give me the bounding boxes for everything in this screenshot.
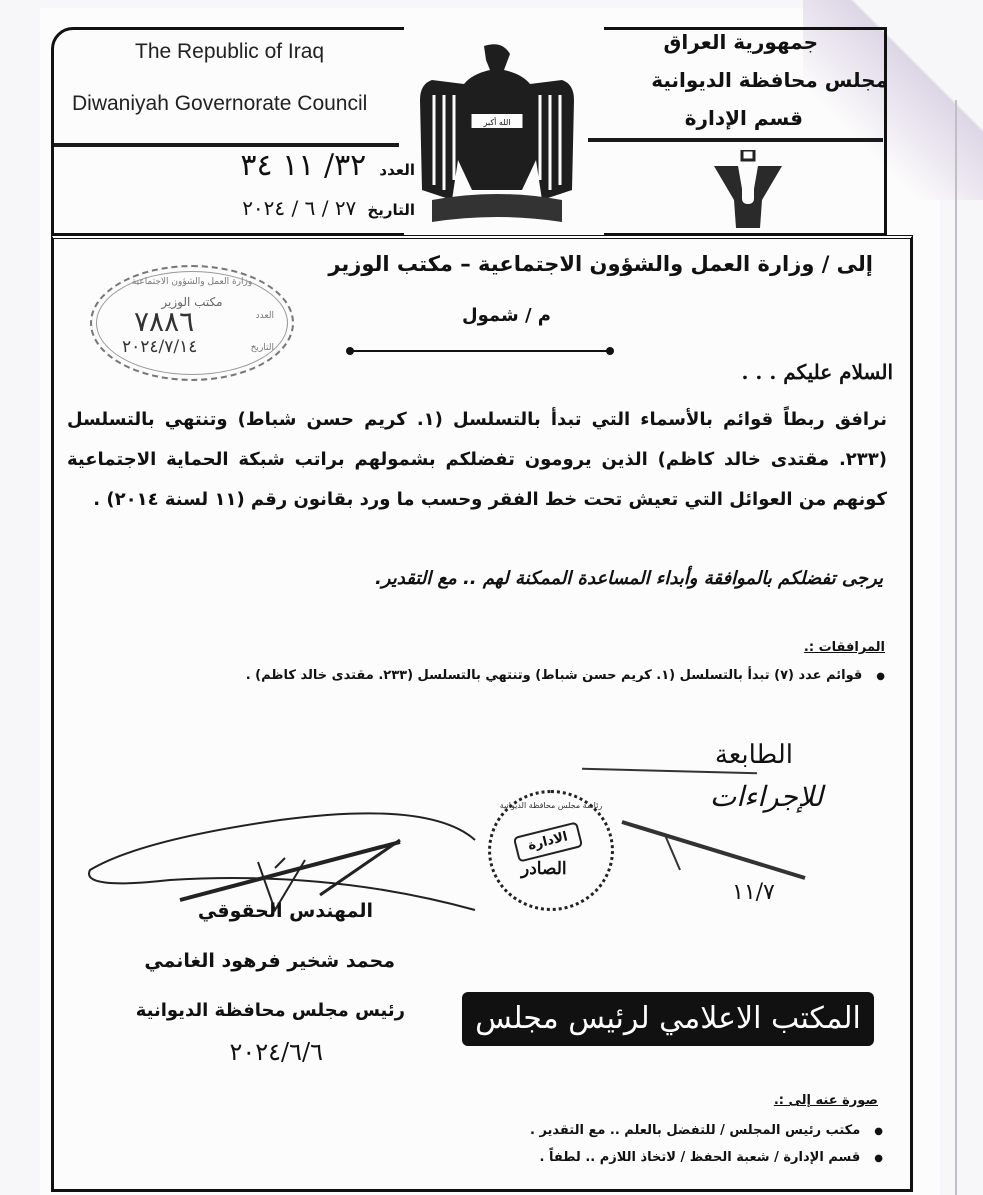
- greeting: السلام عليكم . . .: [741, 360, 893, 384]
- attachment-item: ● قوائم عدد (٧) تبدأ بالتسلسل (١. كريم حسن شباط) وتنتهي بالتسلسل (٢٣٣. مقتدى خالد كاظم) .: [165, 668, 885, 683]
- body-paragraph: نرافق ربطاً قوائم بالأسماء التي تبدأ بالتسلسل (١. كريم حسن شباط) وتنتهي بالتسلسل (٢٣٣. مقتدى خالد كاظم) الذين يرومون تفضلكم بشمولهم براتب شبكة الحماية الاجتماعية كونهم من العوائل التي تعيش تحت خط الفقر وحسب ما ورد بقانون رقم (١١ لسنة ٢٠١٤) .: [67, 409, 887, 510]
- subject-line: م / شمول: [462, 305, 551, 326]
- handwritten-strike-icon: [620, 820, 810, 890]
- outgoing-stamp-bottom-text: الصادر: [521, 859, 567, 879]
- letterhead-en-country: The Republic of Iraq: [135, 40, 325, 63]
- letterhead-divider-right: [588, 138, 883, 142]
- number-label: العدد: [379, 161, 415, 179]
- copies-list: [283, 1118, 883, 1172]
- outgoing-admin-stamp: [488, 790, 614, 911]
- stamp-number: ٧٨٨٦: [134, 305, 195, 338]
- attachments-list: [165, 668, 885, 683]
- handwritten-note-date: ١١/٧: [732, 880, 775, 905]
- page-edge: [955, 100, 957, 1195]
- handwritten-note-line2: للإجراءات: [709, 780, 823, 813]
- stamp-number-label: العدد: [255, 311, 274, 321]
- incoming-ministry-stamp: [90, 265, 294, 381]
- letterhead-ar-department: قسم الإدارة: [684, 106, 803, 130]
- number-value: ٣٢/ ١١ ٣٤: [240, 148, 367, 183]
- signatory-name: محمد شخير فرهود الغانمي: [144, 950, 395, 972]
- handwritten-note-line1: الطابعة: [714, 740, 793, 770]
- letterhead-ar-council: مجلس محافظة الديوانية: [651, 68, 888, 92]
- stamp-org: وزارة العمل والشؤون الاجتماعية: [131, 277, 253, 287]
- signature-date: ٢٠٢٤/٦/٦: [229, 1038, 323, 1066]
- letterhead-divider-left: [54, 143, 399, 147]
- letterhead-ar-country: جمهورية العراق: [663, 30, 818, 54]
- stamp-date: ٢٠٢٤/٧/١٤: [122, 337, 198, 357]
- date-row: [175, 196, 415, 220]
- attachments-title: المرافقات :.: [803, 640, 885, 655]
- reference-number-row: [170, 148, 415, 183]
- subject-underline-dot-left: [346, 347, 354, 355]
- date-value: ٢٧ / ٦ / ٢٠٢٤: [242, 196, 357, 220]
- emblem-text: الله أكبر: [483, 118, 511, 127]
- subject-underline: [350, 350, 610, 352]
- copy-item: ● قسم الإدارة / شعبة الحفظ / لاتخاذ اللازم .. لطفاً .: [283, 1145, 883, 1172]
- media-office-banner: المكتب الاعلامي لرئيس مجلس: [462, 992, 874, 1046]
- outgoing-stamp-box-text: الادارة: [513, 821, 583, 862]
- subject-underline-dot-right: [606, 347, 614, 355]
- request-line: يرجى تفضلكم بالموافقة وأبداء المساعدة الممكنة لهم .. مع التقدير.: [374, 568, 883, 589]
- outgoing-stamp-ring-text: رئاسة مجلس محافظة الديوانية: [499, 801, 603, 810]
- council-logo-icon: [708, 150, 788, 230]
- signatory-position: رئيس مجلس محافظة الديوانية: [135, 1000, 405, 1021]
- signatory-title: المهندس الحقوقي: [197, 900, 373, 922]
- letterhead-en-council: Diwaniyah Governorate Council: [72, 92, 368, 115]
- stamp-date-label: التاريخ: [250, 343, 274, 353]
- copies-title: صورة عنه إلى :.: [773, 1093, 878, 1108]
- iraq-eagle-emblem-icon: [412, 40, 582, 230]
- date-label: التاريخ: [367, 201, 415, 219]
- stamp-office: مكتب الوزير: [161, 295, 223, 309]
- copy-item: ● مكتب رئيس المجلس / للتفضل بالعلم .. مع التقدير .: [283, 1118, 883, 1145]
- recipient-line: إلى / وزارة العمل والشؤون الاجتماعية – مكتب الوزير: [328, 252, 873, 276]
